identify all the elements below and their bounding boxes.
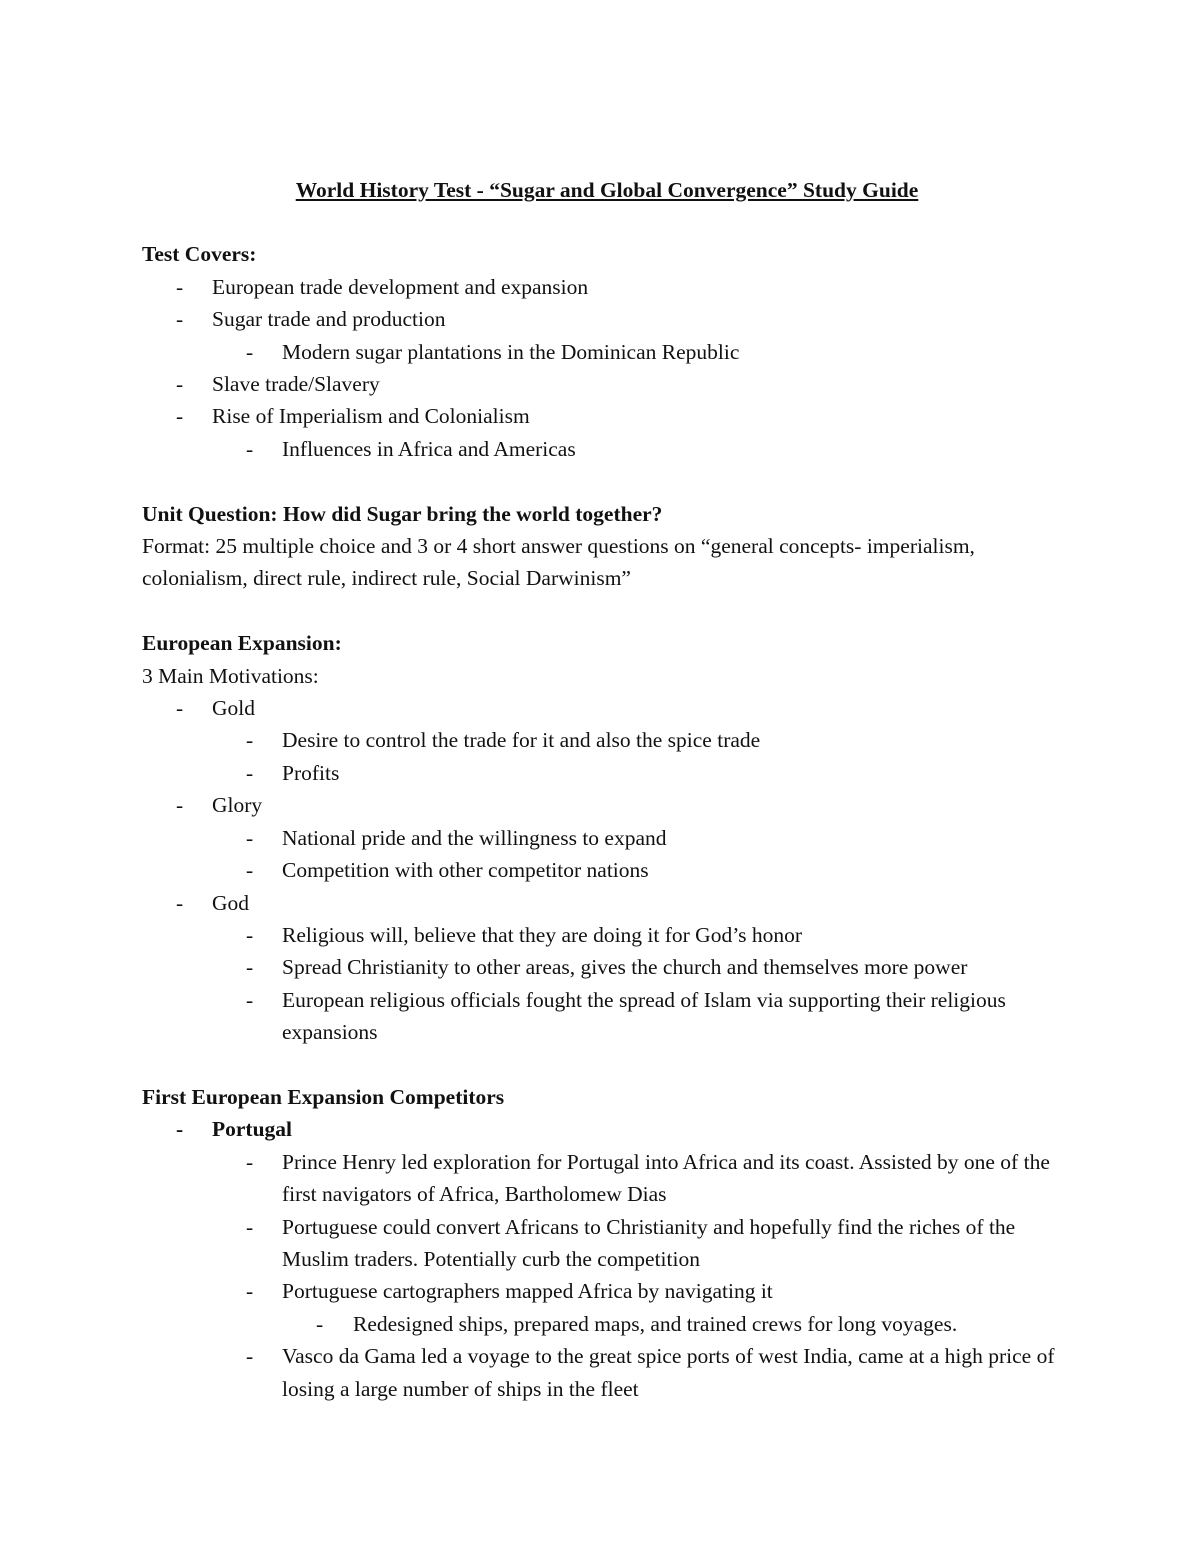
- portugal-sublist: [142, 1146, 1072, 1308]
- section-spacer: [142, 1049, 1072, 1081]
- section-spacer: [142, 465, 1072, 497]
- list-item: - Religious will, believe that they are doing it for God’s honor: [142, 919, 1072, 951]
- list-item: - European trade development and expansion: [142, 271, 1072, 303]
- list-item: - Portuguese could convert Africans to Christianity and hopefully find the riches of the Muslim traders. Potentially curb the competition: [142, 1211, 1072, 1276]
- list-item: [142, 303, 1072, 335]
- list-item: - Redesigned ships, prepared maps, and trained crews for long voyages.: [142, 1308, 1072, 1340]
- list-item: - European religious officials fought the spread of Islam via supporting their religious expansions: [142, 984, 1072, 1049]
- list-item: - National pride and the willingness to expand: [142, 822, 1072, 854]
- list-item: - Rise of Imperialism and Colonialism: [142, 400, 1072, 432]
- list-item: - Vasco da Gama led a voyage to the great spice ports of west India, came at a high price of losing a large number of ships in the fleet: [142, 1340, 1072, 1405]
- glory-sublist: [142, 822, 1072, 887]
- list-item: - Prince Henry led exploration for Portugal into Africa and its coast. Assisted by one of the first navigators of Africa, Bartholomew Dias: [142, 1146, 1072, 1211]
- list-item: - Glory: [142, 789, 1072, 821]
- portugal-sublist-continued: [142, 1340, 1072, 1405]
- test-covers-list-continued: [142, 368, 1072, 433]
- list-item: - Spread Christianity to other areas, gives the church and themselves more power: [142, 951, 1072, 983]
- cartographers-sublist: [142, 1308, 1072, 1340]
- list-item-text: Sugar trade and production: [212, 307, 446, 332]
- list-item: - Profits: [142, 757, 1072, 789]
- gold-list: [142, 692, 1072, 724]
- list-item: - Desire to control the trade for it and also the spice trade: [142, 724, 1072, 756]
- competitors-heading: First European Expansion Competitors: [142, 1084, 505, 1109]
- portugal-list: [142, 1113, 1072, 1145]
- god-sublist: [142, 919, 1072, 1049]
- motivations-intro: 3 Main Motivations:: [142, 663, 319, 688]
- sugar-sublist: [142, 336, 1072, 368]
- test-covers-list: [142, 271, 1072, 336]
- god-list: [142, 887, 1072, 919]
- glory-list: [142, 789, 1072, 821]
- list-item: - Competition with other competitor nations: [142, 854, 1072, 886]
- list-item: - Modern sugar plantations in the Dominican Republic: [142, 336, 1072, 368]
- gold-sublist: [142, 724, 1072, 789]
- european-expansion-heading: European Expansion:: [142, 631, 342, 656]
- document-body: [142, 174, 1072, 1405]
- section-spacer: [142, 595, 1072, 627]
- imperialism-sublist: [142, 433, 1072, 465]
- list-item: - Gold: [142, 692, 1072, 724]
- list-item: - Slave trade/Slavery: [142, 368, 1072, 400]
- list-item: - God: [142, 887, 1072, 919]
- list-item: - Influences in Africa and Americas: [142, 433, 1072, 465]
- unit-question-heading: Unit Question: How did Sugar bring the world together?: [142, 501, 663, 526]
- test-covers-heading: Test Covers:: [142, 242, 257, 267]
- list-item: - Portuguese cartographers mapped Africa by navigating it: [142, 1275, 1072, 1307]
- list-item: - Portugal: [142, 1113, 1072, 1145]
- format-text: Format: 25 multiple choice and 3 or 4 short answer questions on “general concepts- imperialism, colonialism, direct rule, indirect rule, Social Darwinism”: [142, 534, 975, 591]
- page-title: World History Test - “Sugar and Global Convergence” Study Guide: [295, 178, 919, 202]
